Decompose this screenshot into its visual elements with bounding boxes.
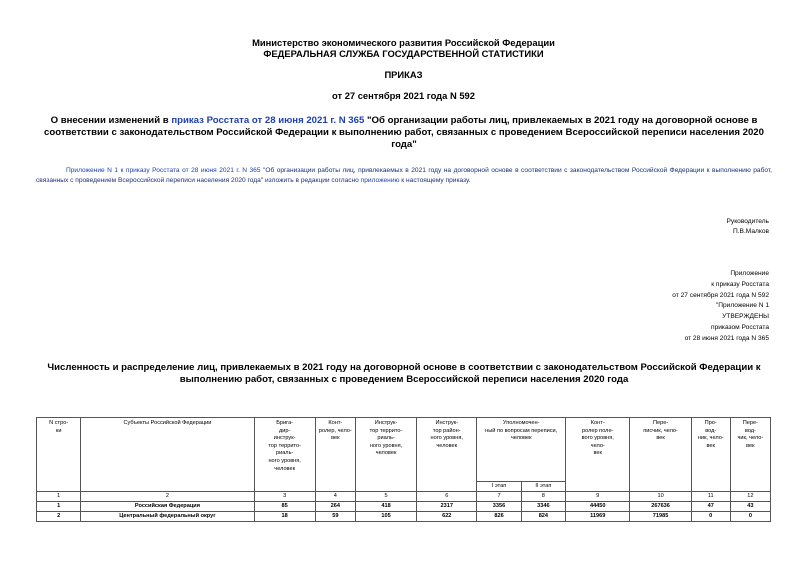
signature-name: П.В.Малков — [732, 228, 769, 235]
table-cell: 11969 — [566, 512, 630, 522]
header-subjects: Субъекты Российской Федерации — [81, 418, 254, 492]
column-number: 4 — [315, 492, 355, 502]
appendix-link[interactable]: приложению — [360, 177, 400, 184]
document-type: ПРИКАЗ — [384, 69, 423, 80]
appendix-line: УТВЕРЖДЕНЫ — [722, 313, 769, 321]
column-number: 2 — [81, 492, 254, 502]
header-controller: Конт- ролер, чело- век — [315, 418, 355, 492]
column-number: 12 — [730, 492, 770, 502]
table-cell: 3346 — [521, 502, 565, 512]
header-district-instructor: Инструк- тор район- ного уровня, человек — [417, 418, 477, 492]
appendix-1-link[interactable]: Приложение N 1 к приказу Росстата от 28 июня 2021 г. N 365 — [66, 167, 261, 174]
service-name: ФЕДЕРАЛЬНАЯ СЛУЖБА ГОСУДАРСТВЕННОЙ СТАТИСТИКИ — [263, 48, 544, 59]
column-number: 7 — [477, 492, 521, 502]
table-row — [37, 512, 771, 522]
column-number: 3 — [254, 492, 315, 502]
data-table — [36, 417, 771, 522]
table-cell: 267636 — [630, 502, 691, 512]
column-number: 1 — [37, 492, 81, 502]
header-stage-2: II этап — [521, 482, 565, 492]
document-title — [36, 115, 772, 151]
header-enumerator: Пере- писчик, чело- век — [630, 418, 691, 492]
table-cell: 824 — [521, 512, 565, 522]
table-cell: 0 — [691, 512, 730, 522]
order-365-link[interactable]: приказ Росстата от 28 июня 2021 г. N 365 — [171, 115, 365, 126]
table-cell: 2 — [37, 512, 81, 522]
appendix-line: "Приложение N 1 — [715, 302, 769, 310]
ministry-name: Министерство экономического развития Российской Федерации — [252, 37, 555, 48]
column-number: 10 — [630, 492, 691, 502]
header-field-controller: Конт- ролер поле- вого уровня, чело- век — [566, 418, 630, 492]
appendix-block — [672, 269, 769, 345]
table-cell: 71985 — [630, 512, 691, 522]
table-cell: 3356 — [477, 502, 521, 512]
appendix-line: приказом Росстата — [711, 323, 769, 331]
body-text-2: к настоящему приказу. — [399, 177, 471, 184]
table-cell: 1 — [37, 502, 81, 512]
table-cell: 85 — [254, 502, 315, 512]
table-cell: 105 — [355, 512, 416, 522]
header-territorial-instructor: Инструк- тор террито- риаль- ного уровня, человек — [355, 418, 416, 492]
column-number: 6 — [417, 492, 477, 502]
table-cell: 0 — [730, 512, 770, 522]
title-prefix: О внесении изменений в — [50, 115, 172, 126]
column-number: 9 — [566, 492, 630, 502]
appendix-line: от 27 сентября 2021 года N 592 — [672, 291, 769, 299]
column-number: 8 — [521, 492, 565, 502]
table-cell: 622 — [417, 512, 477, 522]
header-translator: Пере- вод- чик, чело- век — [730, 418, 770, 492]
table-cell: 18 — [254, 512, 315, 522]
table-cell: 826 — [477, 512, 521, 522]
table-cell: Центральный федеральный округ — [81, 512, 254, 522]
column-number: 5 — [355, 492, 416, 502]
table-cell: 2317 — [417, 502, 477, 512]
appendix-line: к приказу Росстата — [711, 280, 769, 288]
table-cell: Российская Федерация — [81, 502, 254, 512]
appendix-line: Приложение — [730, 270, 769, 277]
table-cell: 44450 — [566, 502, 630, 512]
header-brigadier: Брига- дир- инструк- тор террито- риаль- ного уровня, человек — [254, 418, 315, 492]
header-stage-1: I этап — [477, 482, 521, 492]
body-text-1: "Об организации работы лиц, привлекаемых в 2021 году на договорной основе в соответствии с законодательством Российской Федерации к выполнению работ, связанных с проведением Всероссийской переписи населения 2020 года" изложить в редакции согласно — [36, 167, 772, 184]
table-cell: 47 — [691, 502, 730, 512]
column-number: 11 — [691, 492, 730, 502]
table-cell: 264 — [315, 502, 355, 512]
appendix-line: от 28 июня 2021 года N 365 — [684, 334, 769, 342]
table-cell: 43 — [730, 502, 770, 512]
document-date-number: от 27 сентября 2021 года N 592 — [332, 90, 475, 101]
table-cell: 418 — [355, 502, 416, 512]
table-row — [37, 502, 771, 512]
header-census-official: Уполномочен- ный по вопросам переписи, человек — [477, 418, 566, 482]
table-title: Численность и распределение лиц, привлекаемых в 2021 году на договорной основе в соответствии с законодательством Российской Федерации к выполнению работ, связанных с проведением Всероссийской переписи населения 2020 года — [47, 362, 761, 385]
table-cell: 59 — [315, 512, 355, 522]
signature-role: Руководитель — [726, 218, 769, 225]
header-row-number: N стро- ки — [37, 418, 81, 492]
header-guide: Про- вод- ник, чело- век — [691, 418, 730, 492]
title-suffix: "Об организации работы лиц, привлекаемых в 2021 году на договорной основе в соответствии с законодательством Российской Федерации к выполнению работ, связанных с проведением Всероссийской переписи населения 2020 года" — [44, 115, 764, 150]
body-paragraph — [36, 166, 772, 186]
